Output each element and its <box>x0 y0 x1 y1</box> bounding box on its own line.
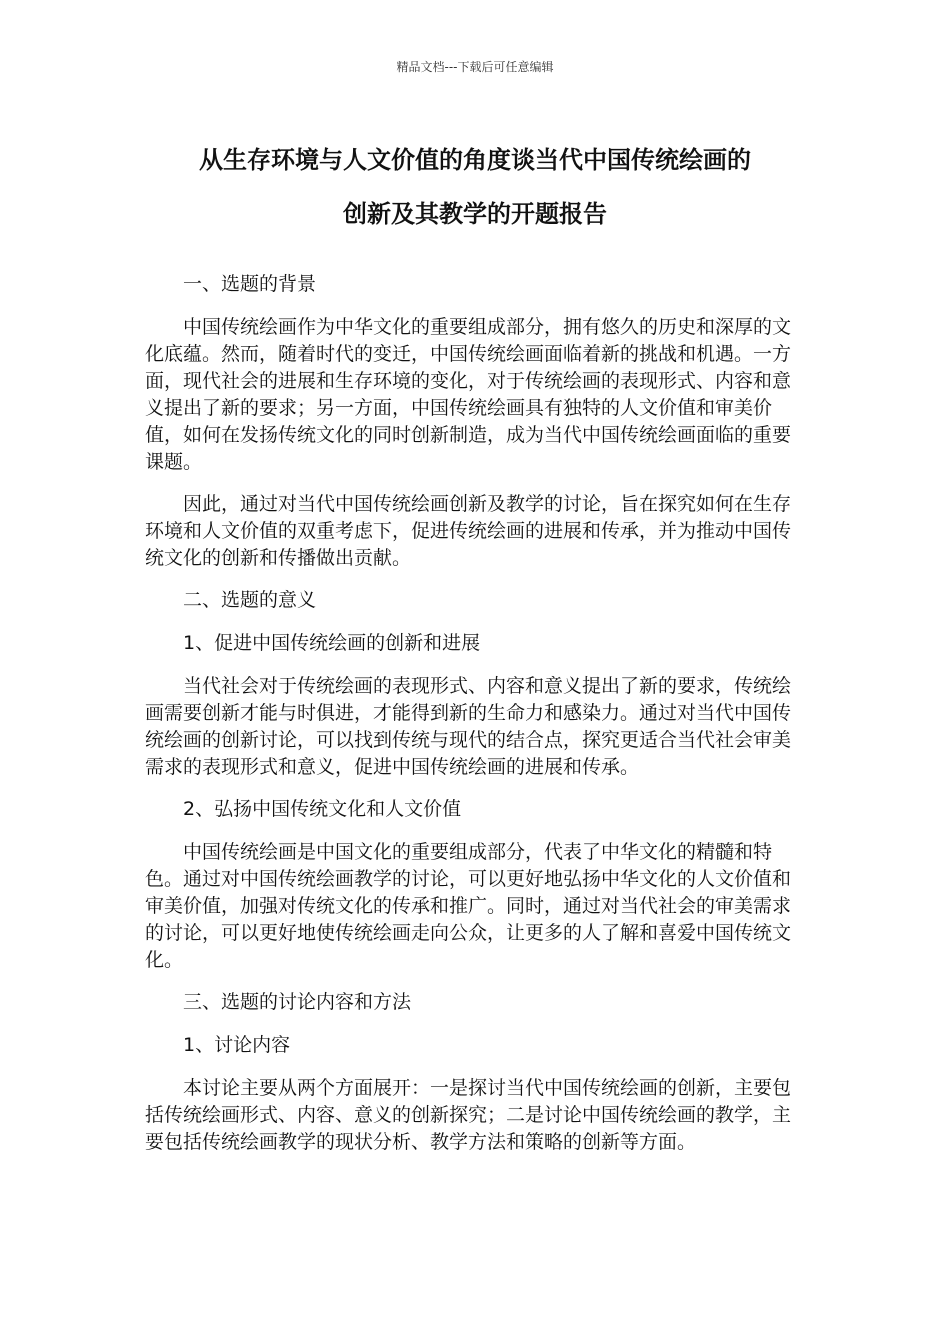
paragraph: 当代社会对于传统绘画的表现形式、内容和意义提出了新的要求，传统绘画需要创新才能与时俱进，才能得到新的生命力和感染力。通过对当代中国传统绘画的创新讨论，可以找到传统与现代的结合点，探究更适合当代社会审美需求的表现形式和意义，促进中国传统绘画的进展和传承。 <box>145 675 792 778</box>
subsection-heading: 2、弘扬中国传统文化和人文价值 <box>183 798 462 820</box>
subsection-heading: 1、讨论内容 <box>183 1034 291 1056</box>
section-heading: 三、选题的讨论内容和方法 <box>183 991 412 1013</box>
paragraph: 本讨论主要从两个方面展开：一是探讨当代中国传统绘画的创新，主要包括传统绘画形式、内容、意义的创新探究；二是讨论中国传统绘画的教学，主要包括传统绘画教学的现状分析、教学方法和策略的创新等方面。 <box>145 1077 792 1153</box>
paragraph: 中国传统绘画是中国文化的重要组成部分，代表了中华文化的精髓和特色。通过对中国传统绘画教学的讨论，可以更好地弘扬中华文化的人文价值和审美价值，加强对传统文化的传承和推广。同时，通过对当代社会的审美需求的讨论，可以更好地使传统绘画走向公众，让更多的人了解和喜爱中国传统文化。 <box>145 841 792 971</box>
section-heading: 二、选题的意义 <box>183 589 317 611</box>
subsection-heading: 1、促进中国传统绘画的创新和进展 <box>183 632 481 654</box>
document-body <box>145 271 795 1171</box>
section-heading: 一、选题的背景 <box>183 273 317 295</box>
document-title-line-2: 创新及其教学的开题报告 <box>343 200 607 228</box>
document-title-line-1: 从生存环境与人文价值的角度谈当代中国传统绘画的 <box>199 146 751 174</box>
page-header: 精品文档---下载后可任意编辑 <box>396 60 554 74</box>
paragraph: 因此，通过对当代中国传统绘画创新及教学的讨论，旨在探究如何在生存环境和人文价值的双重考虑下，促进传统绘画的进展和传承，并为推动中国传统文化的创新和传播做出贡献。 <box>145 493 792 569</box>
paragraph: 中国传统绘画作为中华文化的重要组成部分，拥有悠久的历史和深厚的文化底蕴。然而，随着时代的变迁，中国传统绘画面临着新的挑战和机遇。一方面，现代社会的进展和生存环境的变化，对于传统绘画的表现形式、内容和意义提出了新的要求；另一方面，中国传统绘画具有独特的人文价值和审美价值，如何在发扬传统文化的同时创新制造，成为当代中国传统绘画面临的重要课题。 <box>145 316 792 473</box>
